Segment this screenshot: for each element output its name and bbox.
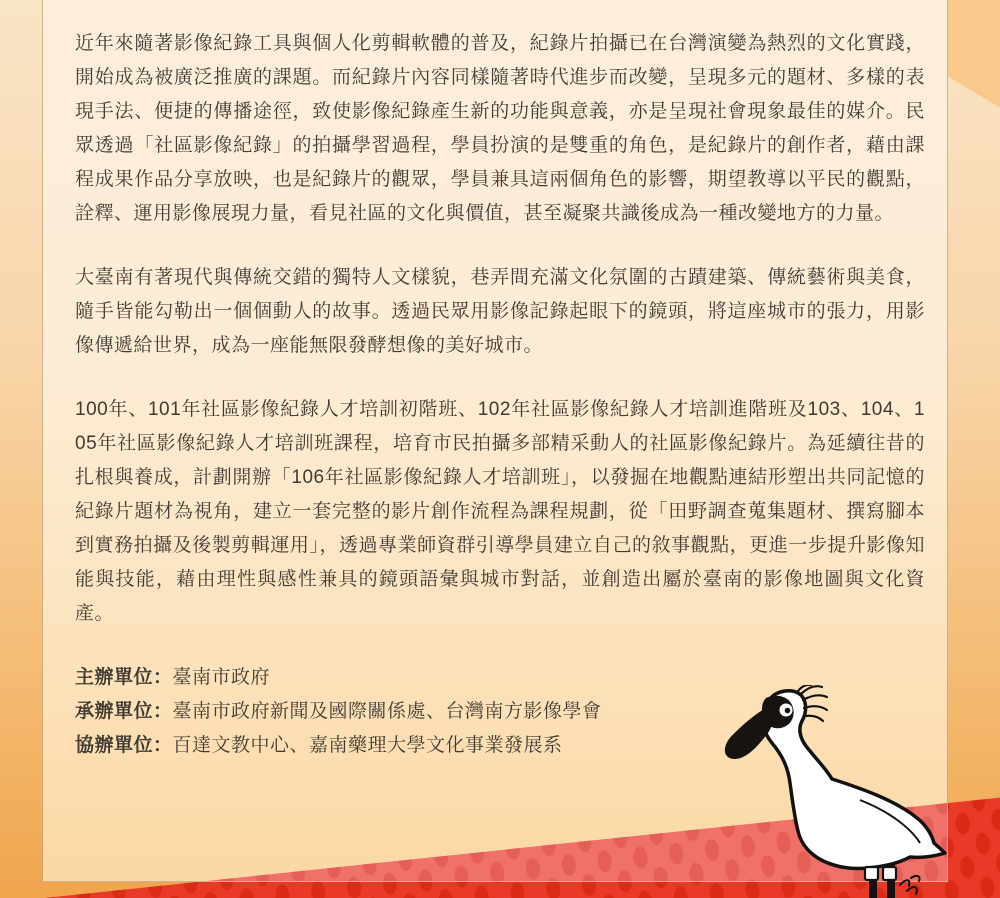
- organizer-executor-label: 承辦單位：: [75, 701, 173, 722]
- organizer-coorganizer-label: 協辦單位：: [75, 735, 173, 756]
- spoonbill-claws: [900, 876, 920, 894]
- spoonbill-knee-right: [883, 867, 896, 880]
- black-faced-spoonbill-illustration: [710, 685, 950, 898]
- organizer-executor-value: 臺南市政府新聞及國際關係處、台灣南方影像學會: [172, 701, 602, 722]
- article-text: [43, 0, 947, 763]
- spoonbill-knee-left: [865, 867, 878, 880]
- organizer-host-label: 主辦單位：: [75, 667, 173, 688]
- paragraph-tainan: 大臺南有著現代與傳統交錯的獨特人文樣貌，巷弄間充滿文化氛圍的古蹟建築、傳統藝術與美食，隨手皆能勾勒出一個個動人的故事。透過民眾用影像記錄起眼下的鏡頭，將這座城市的張力，用影像傳遞給世界，成為一座能無限發酵想像的美好城市。: [75, 267, 925, 356]
- paragraph-intro: 近年來隨著影像紀錄工具與個人化剪輯軟體的普及，紀錄片拍攝已在台灣演變為熱烈的文化實踐，開始成為被廣泛推廣的課題。而紀錄片內容同樣隨著時代進步而改變，呈現多元的題材、多樣的表現手法、便捷的傳播途徑，致使影像紀錄產生新的功能與意義，亦是呈現社會現象最佳的媒介。民眾透過「社區影像紀錄」的拍攝學習過程，學員扮演的是雙重的角色，是紀錄片的創作者，藉由課程成果作品分享放映，也是紀錄片的觀眾，學員兼具這兩個角色的影響，期望教導以平民的觀點，詮釋、運用影像展現力量，看見社區的文化與價值，甚至凝聚共識後成為一種改變地方的力量。: [75, 33, 925, 224]
- organizer-coorganizer-value: 百達文教中心、嘉南藥理大學文化事業發展系: [172, 735, 563, 756]
- organizer-host-value: 臺南市政府: [172, 667, 271, 688]
- spoonbill-pupil: [785, 708, 791, 714]
- paragraph-training: 100年、101年社區影像紀錄人才培訓初階班、102年社區影像紀錄人才培訓進階班及103、104、105年社區影像紀錄人才培訓班課程，培育市民拍攝多部精采動人的社區影像紀錄片。為延續往昔的扎根與養成，計劃開辦「106年社區影像紀錄人才培訓班」，以發掘在地觀點連結形塑出共同記憶的紀錄片題材為視角，建立一套完整的影片創作流程為課程規劃，從「田野調查蒐集題材、撰寫腳本到實務拍攝及後製剪輯運用」，透過專業師資群引導學員建立自己的敘事觀點，更進一步提升影像知能與技能，藉由理性與感性兼具的鏡頭語彙與城市對話，並創造出屬於臺南的影像地圖與文化資產。: [75, 399, 925, 624]
